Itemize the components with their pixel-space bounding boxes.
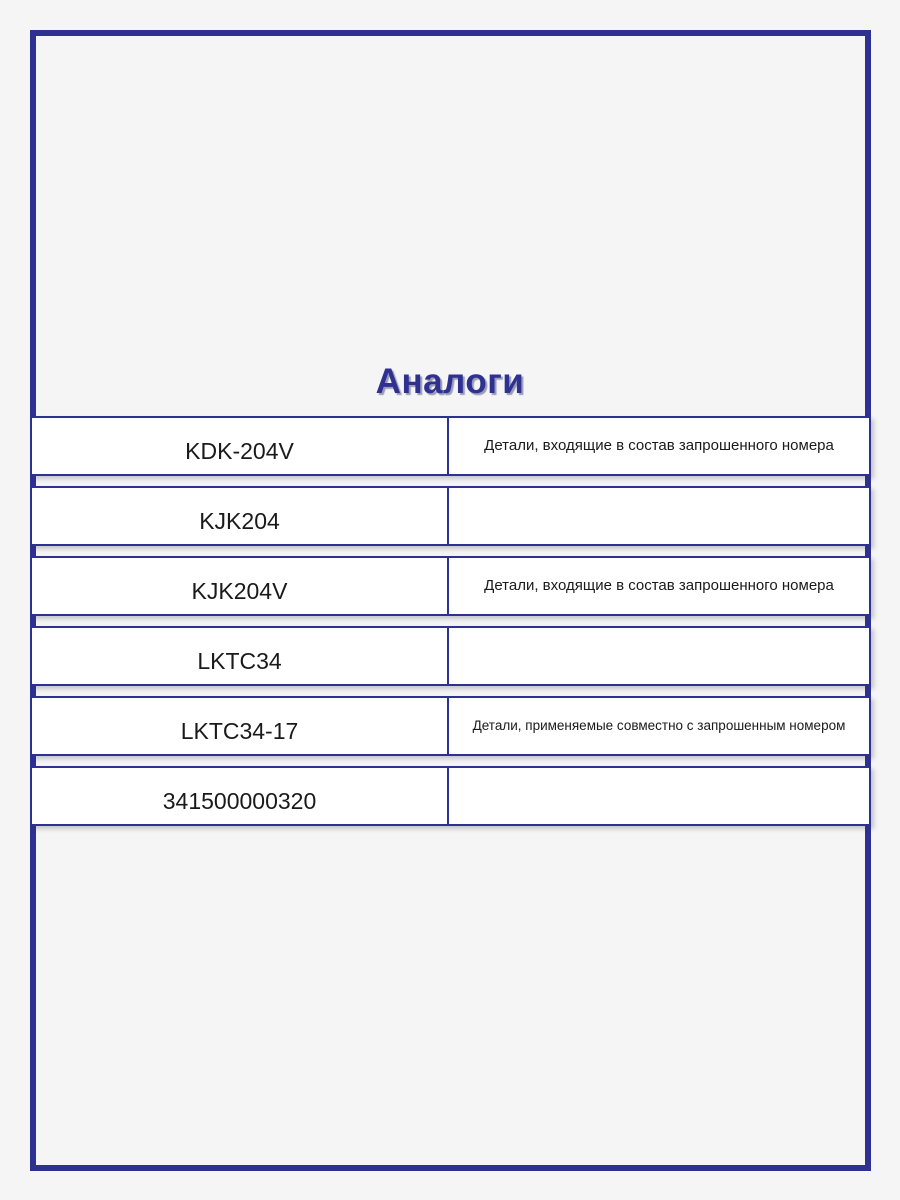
table-row — [30, 626, 871, 686]
table-row — [30, 696, 871, 756]
description-cell — [449, 766, 871, 826]
description-cell: Детали, входящие в состав запрошенного номера — [449, 416, 871, 476]
description-cell — [449, 486, 871, 546]
table-row — [30, 766, 871, 826]
part-number-cell: LKTC34 — [30, 626, 449, 686]
table-row — [30, 556, 871, 616]
part-number-cell: LKTC34-17 — [30, 696, 449, 756]
part-number-cell: KJK204V — [30, 556, 449, 616]
page-title: Аналоги — [375, 362, 525, 401]
analogs-table — [30, 416, 871, 836]
part-number-cell: KJK204 — [30, 486, 449, 546]
description-cell — [449, 626, 871, 686]
part-number-cell: KDK-204V — [30, 416, 449, 476]
description-cell: Детали, входящие в состав запрошенного номера — [449, 556, 871, 616]
description-cell: Детали, применяемые совместно с запрошенным номером — [449, 696, 871, 756]
table-row — [30, 486, 871, 546]
part-number-cell: 341500000320 — [30, 766, 449, 826]
table-row — [30, 416, 871, 476]
